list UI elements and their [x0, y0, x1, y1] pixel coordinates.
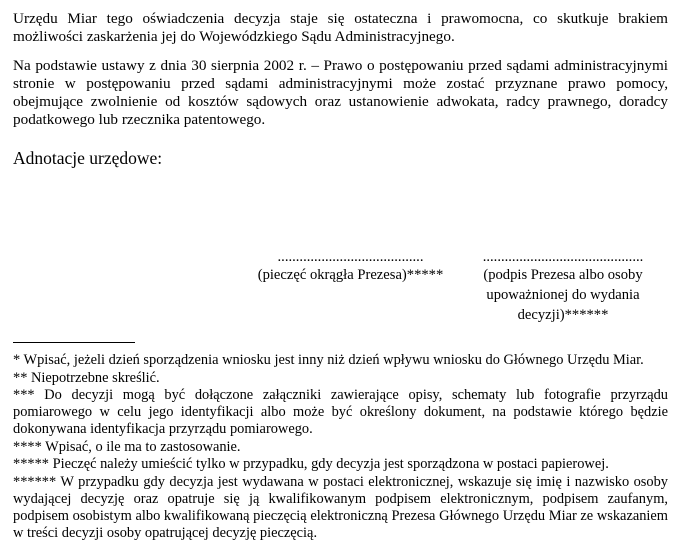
signature-caption: (podpis Prezesa albo osoby upoważnionej do wydania decyzji)****** — [483, 267, 643, 323]
footnote-3: *** Do decyzji mogą być dołączone załączniki zawierające opisy, schematy lub fotografie przyrządu pomiarowego w celu jego identyfikacji albo może być określony dokument, na podstawie którego będzie dokonywana identyfikacja przyrządu pomiarowego. — [13, 387, 668, 437]
paragraph-legal-aid: Na podstawie ustawy z dnia 30 sierpnia 2002 r. – Prawo o postępowaniu przed sądami administracyjnymi stronie w postępowaniu przed sądami administracyjnymi może zostać przyznane prawo pomocy, obejmujące zwolnienie od kosztów sądowych oraz ustanowienie adwokata, radcy prawnego, doradcy podatkowego lub rzecznika patentowego. — [13, 57, 668, 128]
seal-dotted-line: ........................................ — [277, 251, 424, 265]
footnote-5: ***** Pieczęć należy umieścić tylko w przypadku, gdy decyzja jest sporządzona w postaci papierowej. — [13, 456, 609, 472]
footnote-6: ****** W przypadku gdy decyzja jest wydawana w postaci elektronicznej, wskazuje się imię i nazwisko osoby wydającej decyzję oraz opatruje się ją kwalifikowanym podpisem elektronicznym, podpisem zaufanym, podpisem osobistym albo kwalifikowaną pieczęcią elektroniczną Prezesa Głównego Urzędu Miar ze wskazaniem w treści decyzji osoby opatrującej decyzję pieczęcią. — [13, 473, 668, 541]
signature-block — [459, 251, 667, 325]
footnote-4: **** Wpisać, o ile ma to zastosowanie. — [13, 438, 241, 455]
document-page — [13, 10, 668, 541]
footnotes-list — [13, 352, 668, 542]
annotations-heading: Adnotacje urzędowe: — [13, 148, 163, 168]
signature-dotted-line: ............................................ — [482, 251, 644, 265]
paragraph-finality: Urzędu Miar tego oświadczenia decyzja staje się ostateczna i prawomocna, co skutkuje brakiem możliwości zaskarżenia jej do Wojewódzkiego Sądu Administracyjnego. — [13, 10, 668, 45]
footnote-separator — [13, 342, 135, 343]
seal-caption: (pieczęć okrągła Prezesa)***** — [257, 267, 444, 283]
footnote-2: ** Niepotrzebne skreślić. — [13, 369, 160, 386]
seal-signature-block — [253, 251, 448, 285]
footnote-1: * Wpisać, jeżeli dzień sporządzenia wniosku jest inny niż dzień wpływu wniosku do Głównego Urzędu Miar. — [13, 352, 644, 368]
